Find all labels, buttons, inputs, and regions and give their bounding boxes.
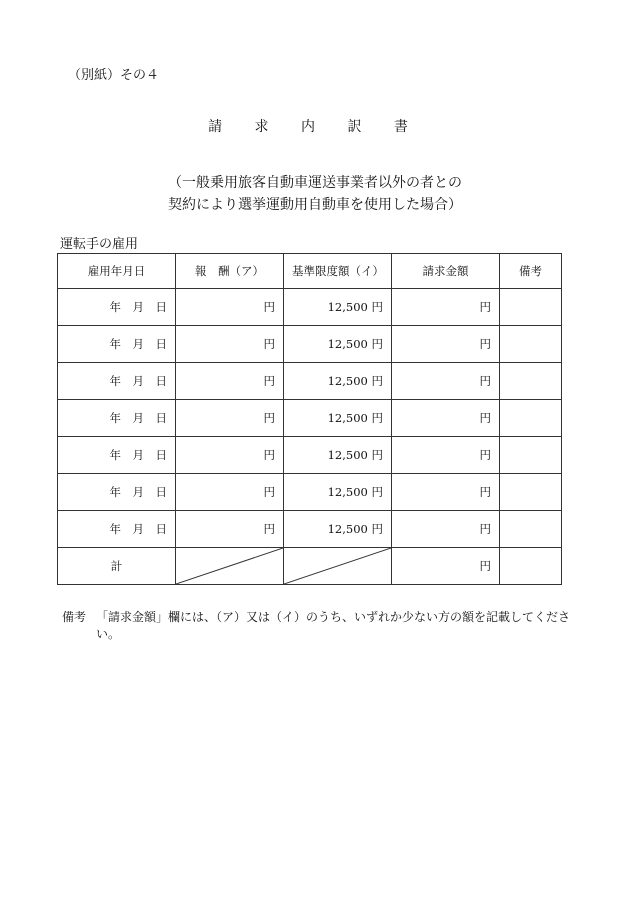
- date-cell[interactable]: 年 月 日: [58, 326, 176, 363]
- pay-cell[interactable]: 円: [176, 474, 284, 511]
- table-row: [58, 289, 562, 326]
- total-row: [58, 548, 562, 585]
- date-cell[interactable]: 年 月 日: [58, 289, 176, 326]
- claim-cell[interactable]: 円: [392, 511, 500, 548]
- document-title: 請 求 内 訳 書: [208, 119, 422, 135]
- limit-cell: 12,500 円: [284, 363, 392, 400]
- table-row: [58, 363, 562, 400]
- note-text: 「請求金額」欄には、（ア）又は（イ）のうち、いずれか少ない方の額を記載してください。: [96, 610, 571, 641]
- table-header-row: [58, 254, 562, 289]
- pay-cell[interactable]: 円: [176, 289, 284, 326]
- table-row: [58, 437, 562, 474]
- pay-cell[interactable]: 円: [176, 511, 284, 548]
- date-cell[interactable]: 年 月 日: [58, 474, 176, 511]
- total-label: 計: [58, 548, 176, 585]
- subtitle-line-1: （一般乗用旅客自動車運送事業者以外の者との: [168, 175, 462, 191]
- claim-cell[interactable]: 円: [392, 400, 500, 437]
- limit-cell: 12,500 円: [284, 326, 392, 363]
- remarks-cell[interactable]: [500, 363, 562, 400]
- limit-cell: 12,500 円: [284, 437, 392, 474]
- pay-cell[interactable]: 円: [176, 326, 284, 363]
- limit-cell: 12,500 円: [284, 400, 392, 437]
- section-label: 運転手の雇用: [60, 237, 139, 252]
- remarks-cell[interactable]: [500, 400, 562, 437]
- diagonal-strike-line: [176, 548, 283, 584]
- breakdown-table: [57, 253, 562, 585]
- table-row: [58, 511, 562, 548]
- remarks-note: [62, 609, 572, 643]
- attachment-label: （別紙）その４: [68, 68, 160, 83]
- column-header-limit: 基準限度額（イ）: [284, 254, 392, 289]
- table-row: [58, 474, 562, 511]
- claim-cell[interactable]: 円: [392, 363, 500, 400]
- column-header-remarks: 備考: [500, 254, 562, 289]
- claim-cell[interactable]: 円: [392, 326, 500, 363]
- limit-cell: 12,500 円: [284, 474, 392, 511]
- pay-cell[interactable]: 円: [176, 400, 284, 437]
- column-header-claim: 請求金額: [392, 254, 500, 289]
- remarks-cell[interactable]: [500, 474, 562, 511]
- diagonal-strike-line: [284, 548, 391, 584]
- limit-total-struck-cell: [284, 548, 392, 585]
- note-label: 備考: [62, 610, 87, 624]
- document-subtitle: [0, 172, 630, 216]
- remarks-cell[interactable]: [500, 326, 562, 363]
- remarks-total-cell[interactable]: [500, 548, 562, 585]
- claim-cell[interactable]: 円: [392, 437, 500, 474]
- date-cell[interactable]: 年 月 日: [58, 511, 176, 548]
- pay-total-struck-cell: [176, 548, 284, 585]
- limit-cell: 12,500 円: [284, 511, 392, 548]
- claim-total-cell[interactable]: 円: [392, 548, 500, 585]
- limit-cell: 12,500 円: [284, 289, 392, 326]
- subtitle-line-2: 契約により選挙運動用自動車を使用した場合）: [168, 197, 462, 213]
- date-cell[interactable]: 年 月 日: [58, 400, 176, 437]
- table-row: [58, 326, 562, 363]
- claim-cell[interactable]: 円: [392, 289, 500, 326]
- remarks-cell[interactable]: [500, 511, 562, 548]
- remarks-cell[interactable]: [500, 437, 562, 474]
- pay-cell[interactable]: 円: [176, 437, 284, 474]
- pay-cell[interactable]: 円: [176, 363, 284, 400]
- table-row: [58, 400, 562, 437]
- column-header-pay: 報 酬（ア）: [176, 254, 284, 289]
- date-cell[interactable]: 年 月 日: [58, 437, 176, 474]
- remarks-cell[interactable]: [500, 289, 562, 326]
- claim-cell[interactable]: 円: [392, 474, 500, 511]
- column-header-employment-date: 雇用年月日: [58, 254, 176, 289]
- date-cell[interactable]: 年 月 日: [58, 363, 176, 400]
